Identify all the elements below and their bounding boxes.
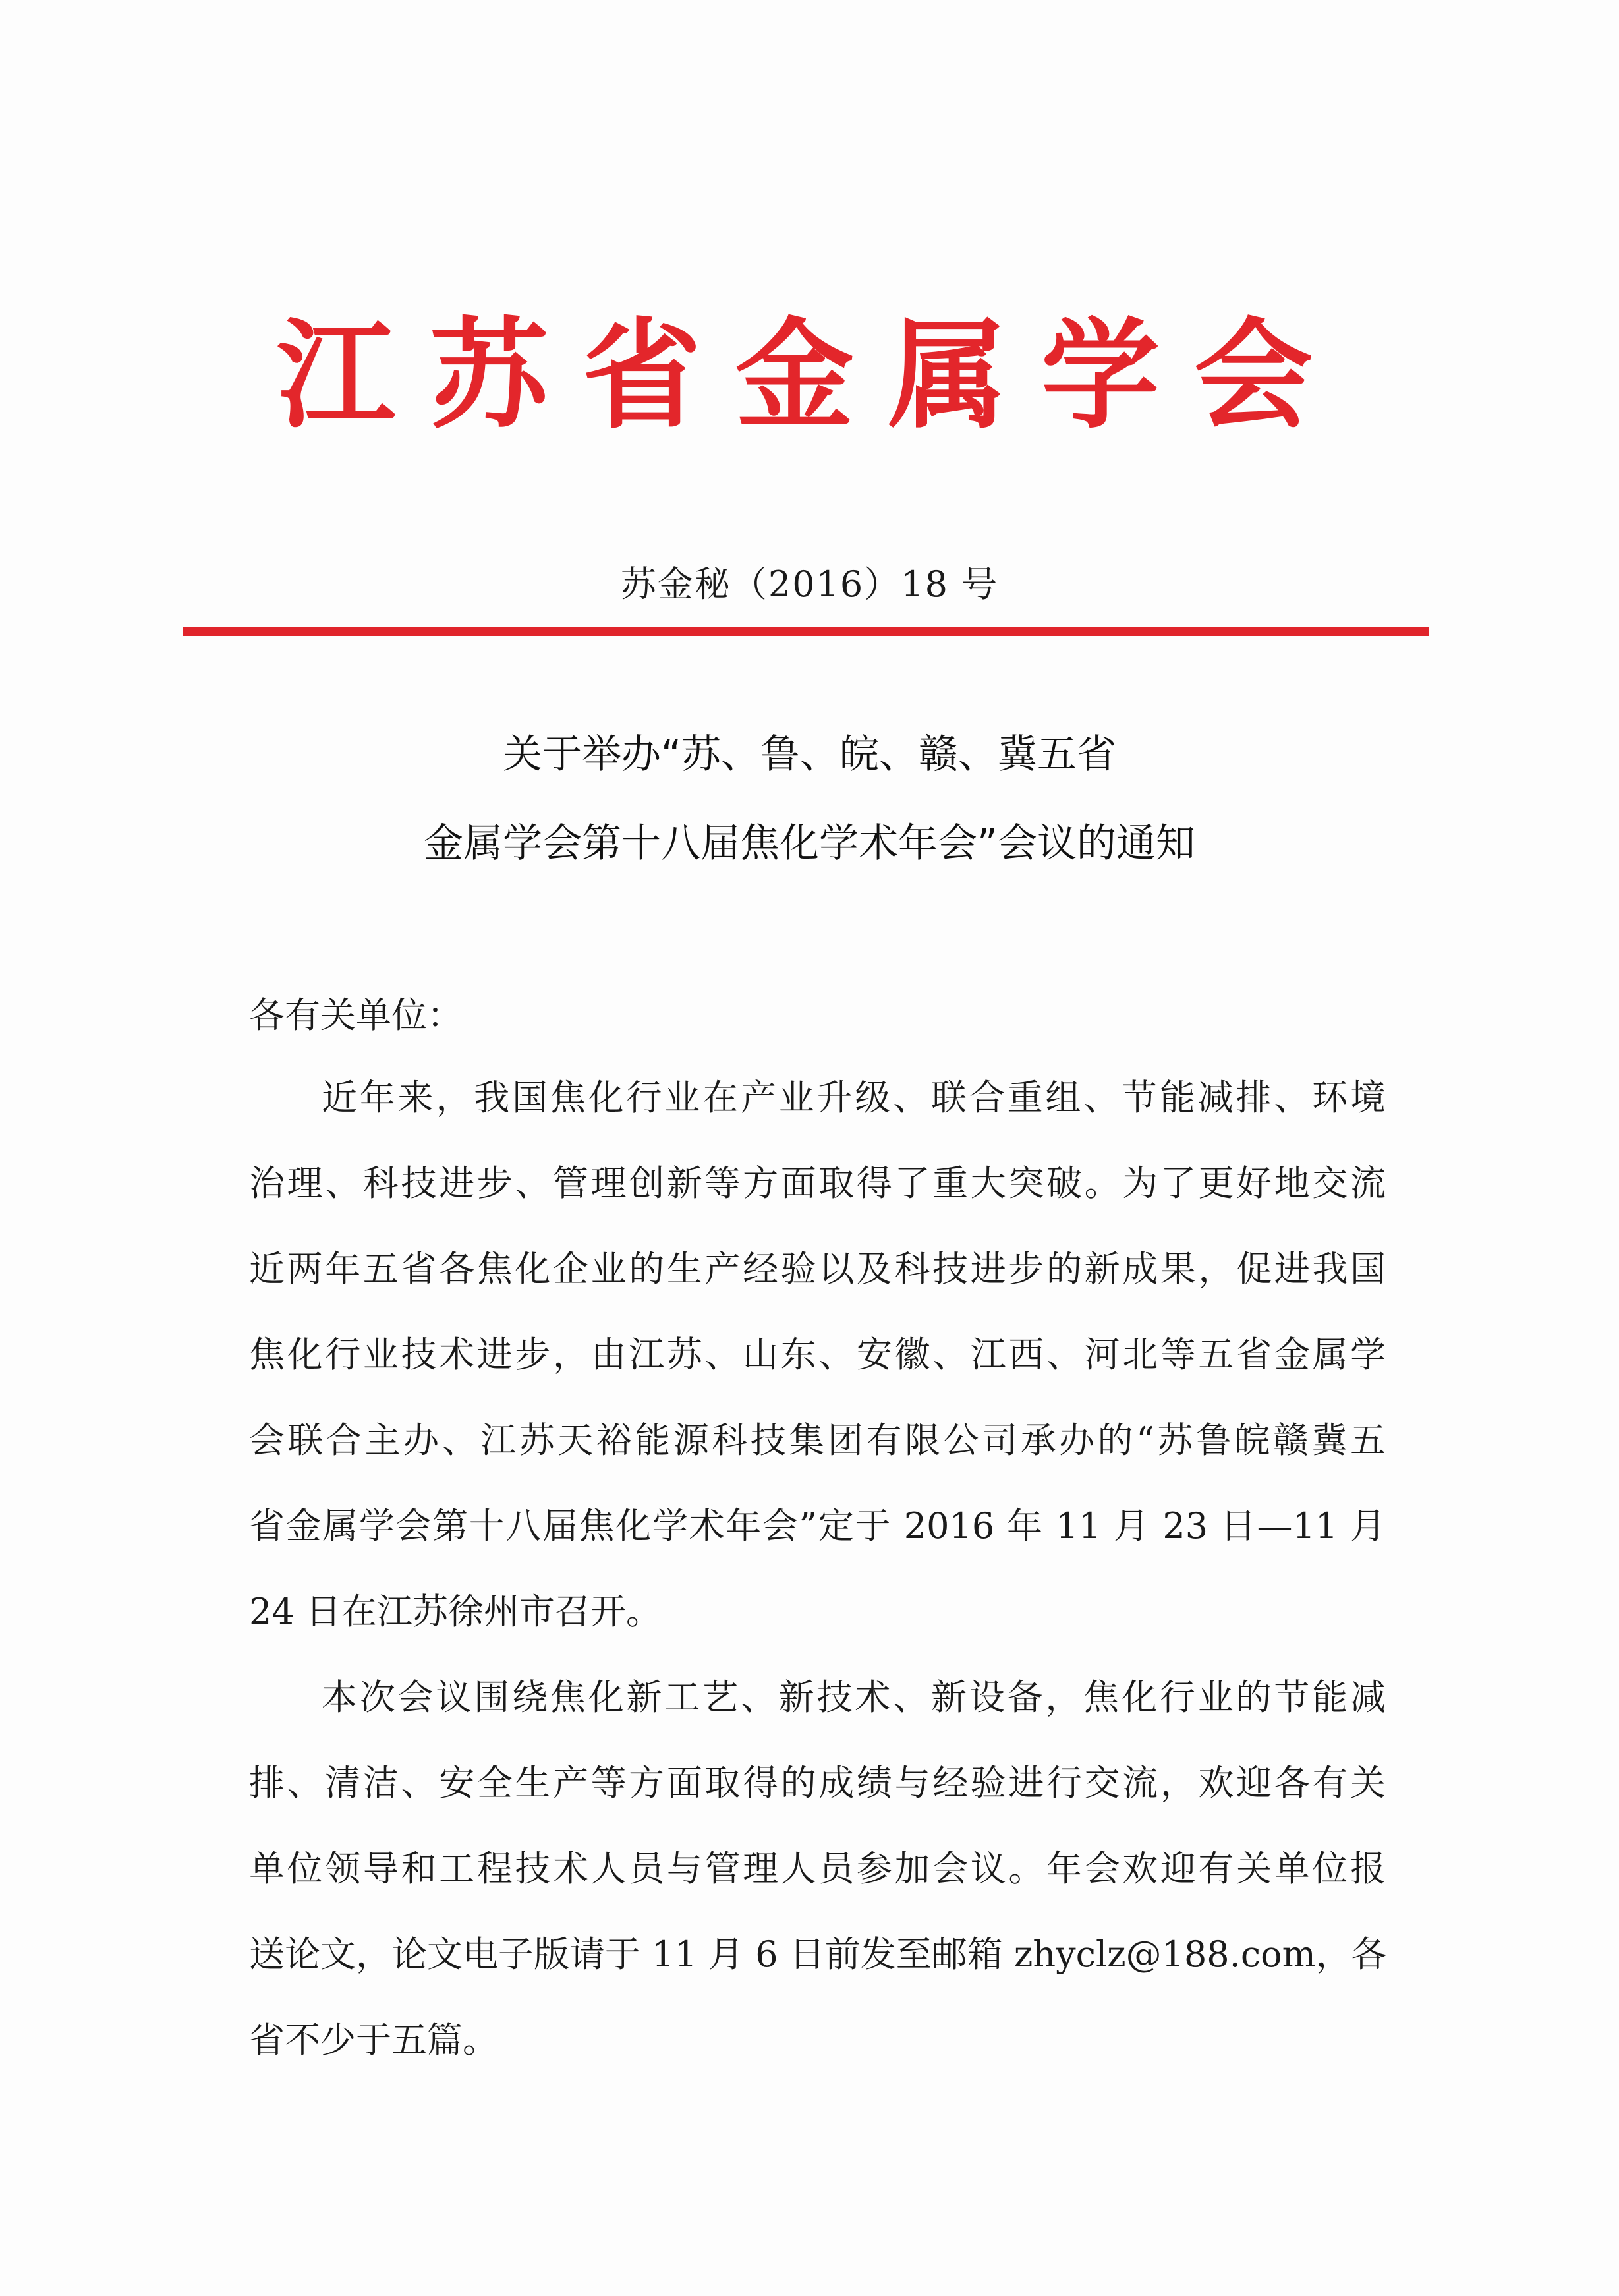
document-number: 苏金秘（2016）18 号: [620, 563, 999, 605]
paragraph1-line: 24 日在江苏徐州市召开。: [249, 1591, 662, 1632]
letterhead-red-rule: [183, 627, 1429, 636]
letterhead-org-name: 江苏省金属学会: [277, 306, 1348, 445]
subject-line-1: 关于举办“苏、鲁、皖、赣、冀五省: [502, 732, 1117, 778]
paragraph1-line: 会联合主办、江苏天裕能源科技集团有限公司承办的“苏鲁皖赣冀五: [249, 1420, 1386, 1461]
subject-line-2: 金属学会第十八届焦化学术年会”会议的通知: [423, 820, 1196, 867]
paragraph2-line: 单位领导和工程技术人员与管理人员参加会议。年会欢迎有关单位报: [249, 1848, 1386, 1889]
paragraph2-line: 本次会议围绕焦化新工艺、新技术、新设备，焦化行业的节能减: [322, 1677, 1386, 1718]
paragraph2-line: 送论文，论文电子版请于 11 月 6 日前发至邮箱 zhyclz@188.com，各: [249, 1934, 1387, 1975]
paragraph2-line: 省不少于五篇。: [249, 2019, 498, 2061]
paragraph1-line: 焦化行业技术进步，由江苏、山东、安徽、江西、河北等五省金属学: [249, 1334, 1386, 1375]
paragraph1-line: 治理、科技进步、管理创新等方面取得了重大突破。为了更好地交流: [249, 1162, 1386, 1204]
paragraph1-line: 近两年五省各焦化企业的生产经验以及科技进步的新成果，促进我国: [249, 1248, 1386, 1290]
paragraph2-line: 排、清洁、安全生产等方面取得的成绩与经验进行交流，欢迎各有关: [249, 1762, 1386, 1804]
salutation: 各有关单位：: [249, 994, 463, 1036]
paragraph1-line: 省金属学会第十八届焦化学术年会”定于 2016 年 11 月 23 日—11 月: [249, 1505, 1386, 1547]
paragraph1-line: 近年来，我国焦化行业在产业升级、联合重组、节能减排、环境: [322, 1077, 1386, 1118]
